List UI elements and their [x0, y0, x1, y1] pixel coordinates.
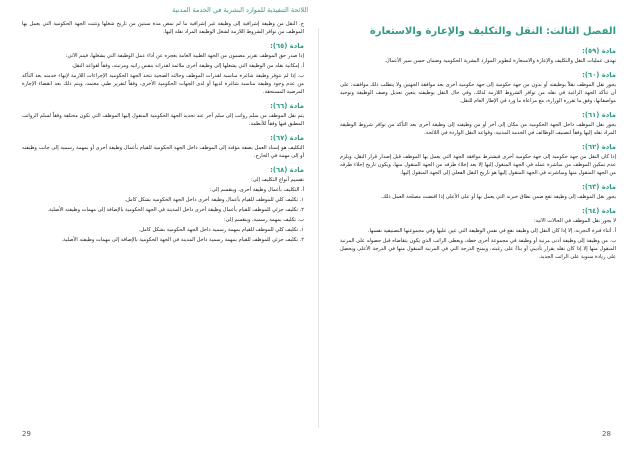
- article-title: مادة (٥٩):: [582, 47, 616, 55]
- article-title: مادة (٦٥):: [270, 42, 304, 50]
- article-paragraph: يجوز نقل الموظف إلى وظيفة تقع ضمن نطاق خبرته التي يعمل بها أو على الأعلى إذا اقتضت مصلحة العمل ذلك.: [380, 194, 616, 200]
- article-title: مادة (٦٧):: [270, 134, 304, 142]
- article-paragraph: ب. من وظيفة إلى وظيفة أدنى مرتبة أو وظيفة في مجموعة أخرى خطة، ويعطى الراتب الذي يكون يتقاضاه قبل حصوله على المرتبة المنقول منها إلا إذا كان نقله بقرار تأديبي أو بناءً على رغبته، ويمنح الدرجة التي في المرتبة المنقول منها في الدرجة الأعلى ويحصل على زيادة سنوية على الراتب الجديد.: [340, 238, 616, 260]
- article-paragraph: التكليف هو إسناد العمل بصفة مؤقتة إلى الموظف داخل الجهة الحكومية للقيام بأعمال وظيفة أخرى أو بمهمة رسمية إلى جانب وظيفته أو إلى مهمة في الخارج.: [22, 145, 304, 159]
- article-paragraph: يتم نقل الموظف من سلم رواتب إلى سلم آخر عند تحديد الجهة الحكومية المنقول إليها الموظف التي تكون مختلفة وفقاً لسلم الرواتب المطبق فيها وفقاً للأنظمة.: [22, 113, 304, 127]
- article-paragraph: تهدف عمليات النقل والتكليف والإعارة والاستعارة لتطوير الموارد البشرية الحكومية وضمان حسن سير الأعمال.: [384, 58, 616, 64]
- right-page: [340, 26, 616, 263]
- right-articles: [340, 47, 616, 261]
- article-paragraph: ٢. تكليف جزئي للموظف للقيام بأعمال وظيفة أخرى داخل المدينة في الجهة الحكومية بالإضافة إلى مهمات وظيفته الأصلية.: [47, 207, 304, 213]
- article-paragraph: أ. أثناء فترة التجربة، إلا إذا كان النقل إلى وظيفة تقع في نفس الوظيفة التي عين عليها وفي مجموعتها التصنيفية نفسها.: [367, 228, 616, 234]
- article-paragraph: أ. التكليف بأعمال وظيفة أخرى، وينقسم إلى:: [210, 187, 304, 193]
- chapter-title: الفصل الثالث: النقل والتكليف والإعارة والاستعارة: [369, 26, 616, 37]
- left-articles: [22, 42, 304, 244]
- article-paragraph: لا يجوز نقل الموظف في الحالات الآتية:: [533, 218, 616, 224]
- article-paragraph: يجوز نقل الموظف داخل الجهة الحكومية من مكان إلى آخر أو من وظيفته إلى وظيفة أخرى بعد التأكد من توافر شروط الوظيفة المراد نقله إليها وفقاً لتصنيف الوظائف في الخدمة المدنية، وقواعد النقل الواردة في اللائحة.: [340, 122, 616, 136]
- running-header: اللائحة التنفيذية للموارد البشرية في الخدمة المدنية: [172, 6, 308, 14]
- article-paragraph: ب. تكليف بمهمة رسمية، وينقسم إلى:: [223, 217, 304, 223]
- page-divider: [318, 28, 319, 428]
- article-title: مادة (٦٤):: [582, 207, 616, 215]
- article-paragraph: ١. تكليف كلي للموظف للقيام بأعمال وظيفة أخرى داخل الجهة الحكومية بشكل كامل.: [124, 197, 304, 203]
- article-title: مادة (٦٠):: [582, 71, 616, 79]
- page-number-right: 28: [602, 430, 611, 438]
- article-title: مادة (٦٦):: [270, 102, 304, 110]
- article-paragraph: تقسيم أنواع التكليف إلى:: [251, 177, 304, 183]
- article-title: مادة (٦٢):: [582, 143, 616, 151]
- page-number-left: 29: [22, 430, 31, 438]
- article-paragraph: يجوز نقل الموظف نقلاً بوظيفته أو بدون من جهة حكومية إلى جهة حكومية أخرى بعد موافقة الجهتين ولا يتطلب ذلك موافقته، على أن تتأكد الجهة الراغبة في نقله من توافر الشروط اللازمة لذلك، وفي حال النقل بوظيفته يتعين تعديل وصف الوظيفة وتوحيد مواصفاتها، وفق ما تقرره الوزارة، مع مراعاة ما ورد في الإطار العام للنقل.: [340, 82, 616, 104]
- article-paragraph: أ. إمكانية نقله من الوظيفة التي يشغلها إلى وظيفة أخرى ملائمة لقدراته بنفس راتبه ومرتبته، وفقاً لقواعد النقل.: [71, 63, 304, 69]
- article-title: مادة (٦٨):: [270, 166, 304, 174]
- intro-paragraph: ج. النقل من وظيفة إشرافية إلى وظيفة غير إشرافية ما لم تمض مدة سنتين من تاريخ شغلها وتثبت الجهة الحكومية التي يعمل بها الموظف من توافر الشروط اللازمة لشغل الوظيفة المراد نقله إليها.: [22, 21, 304, 35]
- article-paragraph: ١. تكليف كلي للموظف للقيام بمهمة رسمية داخل الجهة الحكومية بشكل كامل.: [138, 227, 304, 233]
- left-intro: [22, 20, 304, 36]
- article-paragraph: إذا صدر حق الموظف تقرير مضمون من الجهة الطبية العامة بعجزه عن أداء عمل الوظيفة التي يشغلها، فيتم الآتي:: [65, 53, 304, 59]
- left-page: [22, 20, 304, 246]
- article-title: مادة (٦١):: [582, 111, 616, 119]
- article-paragraph: ب. إذا لم تتوفر وظيفة شاغرة مناسبة لقدرات الموظف وحالته الصحية تتخذ الجهة الحكومية الإجراءات اللازمة لإنهاء خدمته بعد التأكد من عدم وجود وظيفة مناسبة شاغرة لديها أو لدى الجهات الحكومية الأخرى، وفقاً لتقرير طبي معتمد، ويتم ذلك بعد انقضاء الإجازة المرضية المستحقة.: [22, 73, 304, 95]
- article-title: مادة (٦٣):: [582, 183, 616, 191]
- article-paragraph: إذا كان النقل من جهة حكومية إلى جهة حكومية أخرى فيشترط موافقة الجهة التي يعمل بها الموظف قبل إصدار قرار النقل، ويلزم عدم تمكين الموظف من مباشرة عمله في الجهة المنقول إليها إلا بعد إخلاء طرفه من الجهة المنقول منها، ويكون تاريخ إخلاء طرفه من الجهة المنقول منها ومباشرته في الجهة المنقول إليها هو تاريخ النقل الفعلي إلى الجهة المنقول إليها.: [340, 154, 616, 176]
- article-paragraph: ٢. تكليف جزئي للموظف للقيام بمهمة رسمية داخل المدينة في الجهة الحكومية بالإضافة إلى مهمات وظيفته الأصلية.: [61, 237, 304, 243]
